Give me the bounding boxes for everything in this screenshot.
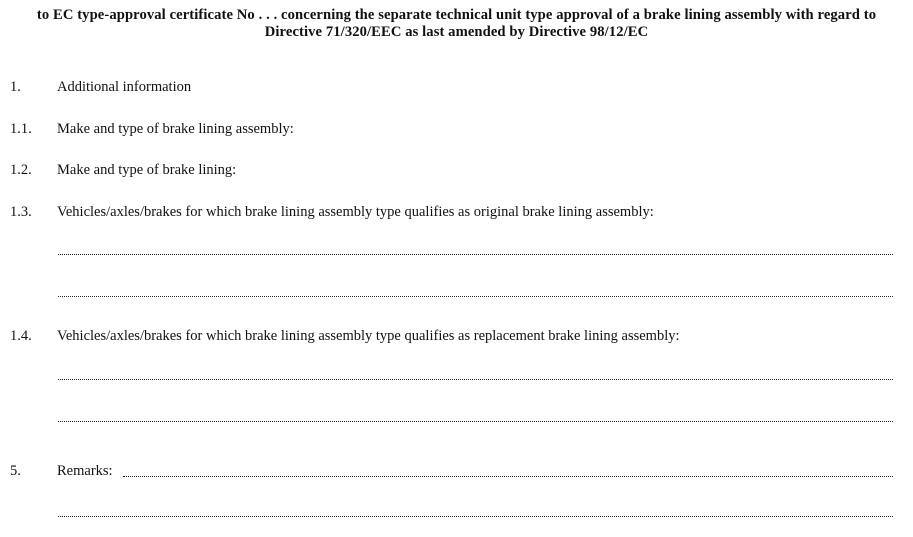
item-number-5: 5.: [10, 463, 21, 479]
item-number-1-3: 1.3.: [10, 204, 32, 220]
remarks-fill-line-2: [58, 516, 893, 517]
item-text-original-assembly: Vehicles/axles/brakes for which brake lining assembly type qualifies as original brake lining assembly:: [57, 204, 654, 220]
original-assembly-fill-line-2: [58, 296, 893, 297]
item-text-remarks: Remarks:: [57, 463, 113, 479]
replacement-assembly-fill-line-2: [58, 421, 893, 422]
item-text-replacement-assembly: Vehicles/axles/brakes for which brake lining assembly type qualifies as replacement brake lining assembly:: [57, 328, 680, 344]
item-number-1-2: 1.2.: [10, 162, 32, 178]
item-text-brake-lining-assembly: Make and type of brake lining assembly:: [57, 121, 294, 137]
item-number-1-1: 1.1.: [10, 121, 32, 137]
item-number-1-4: 1.4.: [10, 328, 32, 344]
item-text-brake-lining: Make and type of brake lining:: [57, 162, 237, 178]
original-assembly-fill-line-1: [58, 254, 893, 255]
replacement-assembly-fill-line-1: [58, 379, 893, 380]
item-text-additional-information: Additional information: [57, 79, 192, 95]
remarks-fill-line-1: [123, 476, 893, 477]
document-title-line-2: Directive 71/320/EEC as last amended by Directive 98/12/EC: [264, 24, 649, 40]
document-title-line-1: to EC type-approval certificate No . . . concerning the separate technical unit type approval of a brake lining assembly with regard to: [36, 7, 877, 23]
item-number-1: 1.: [10, 79, 21, 95]
